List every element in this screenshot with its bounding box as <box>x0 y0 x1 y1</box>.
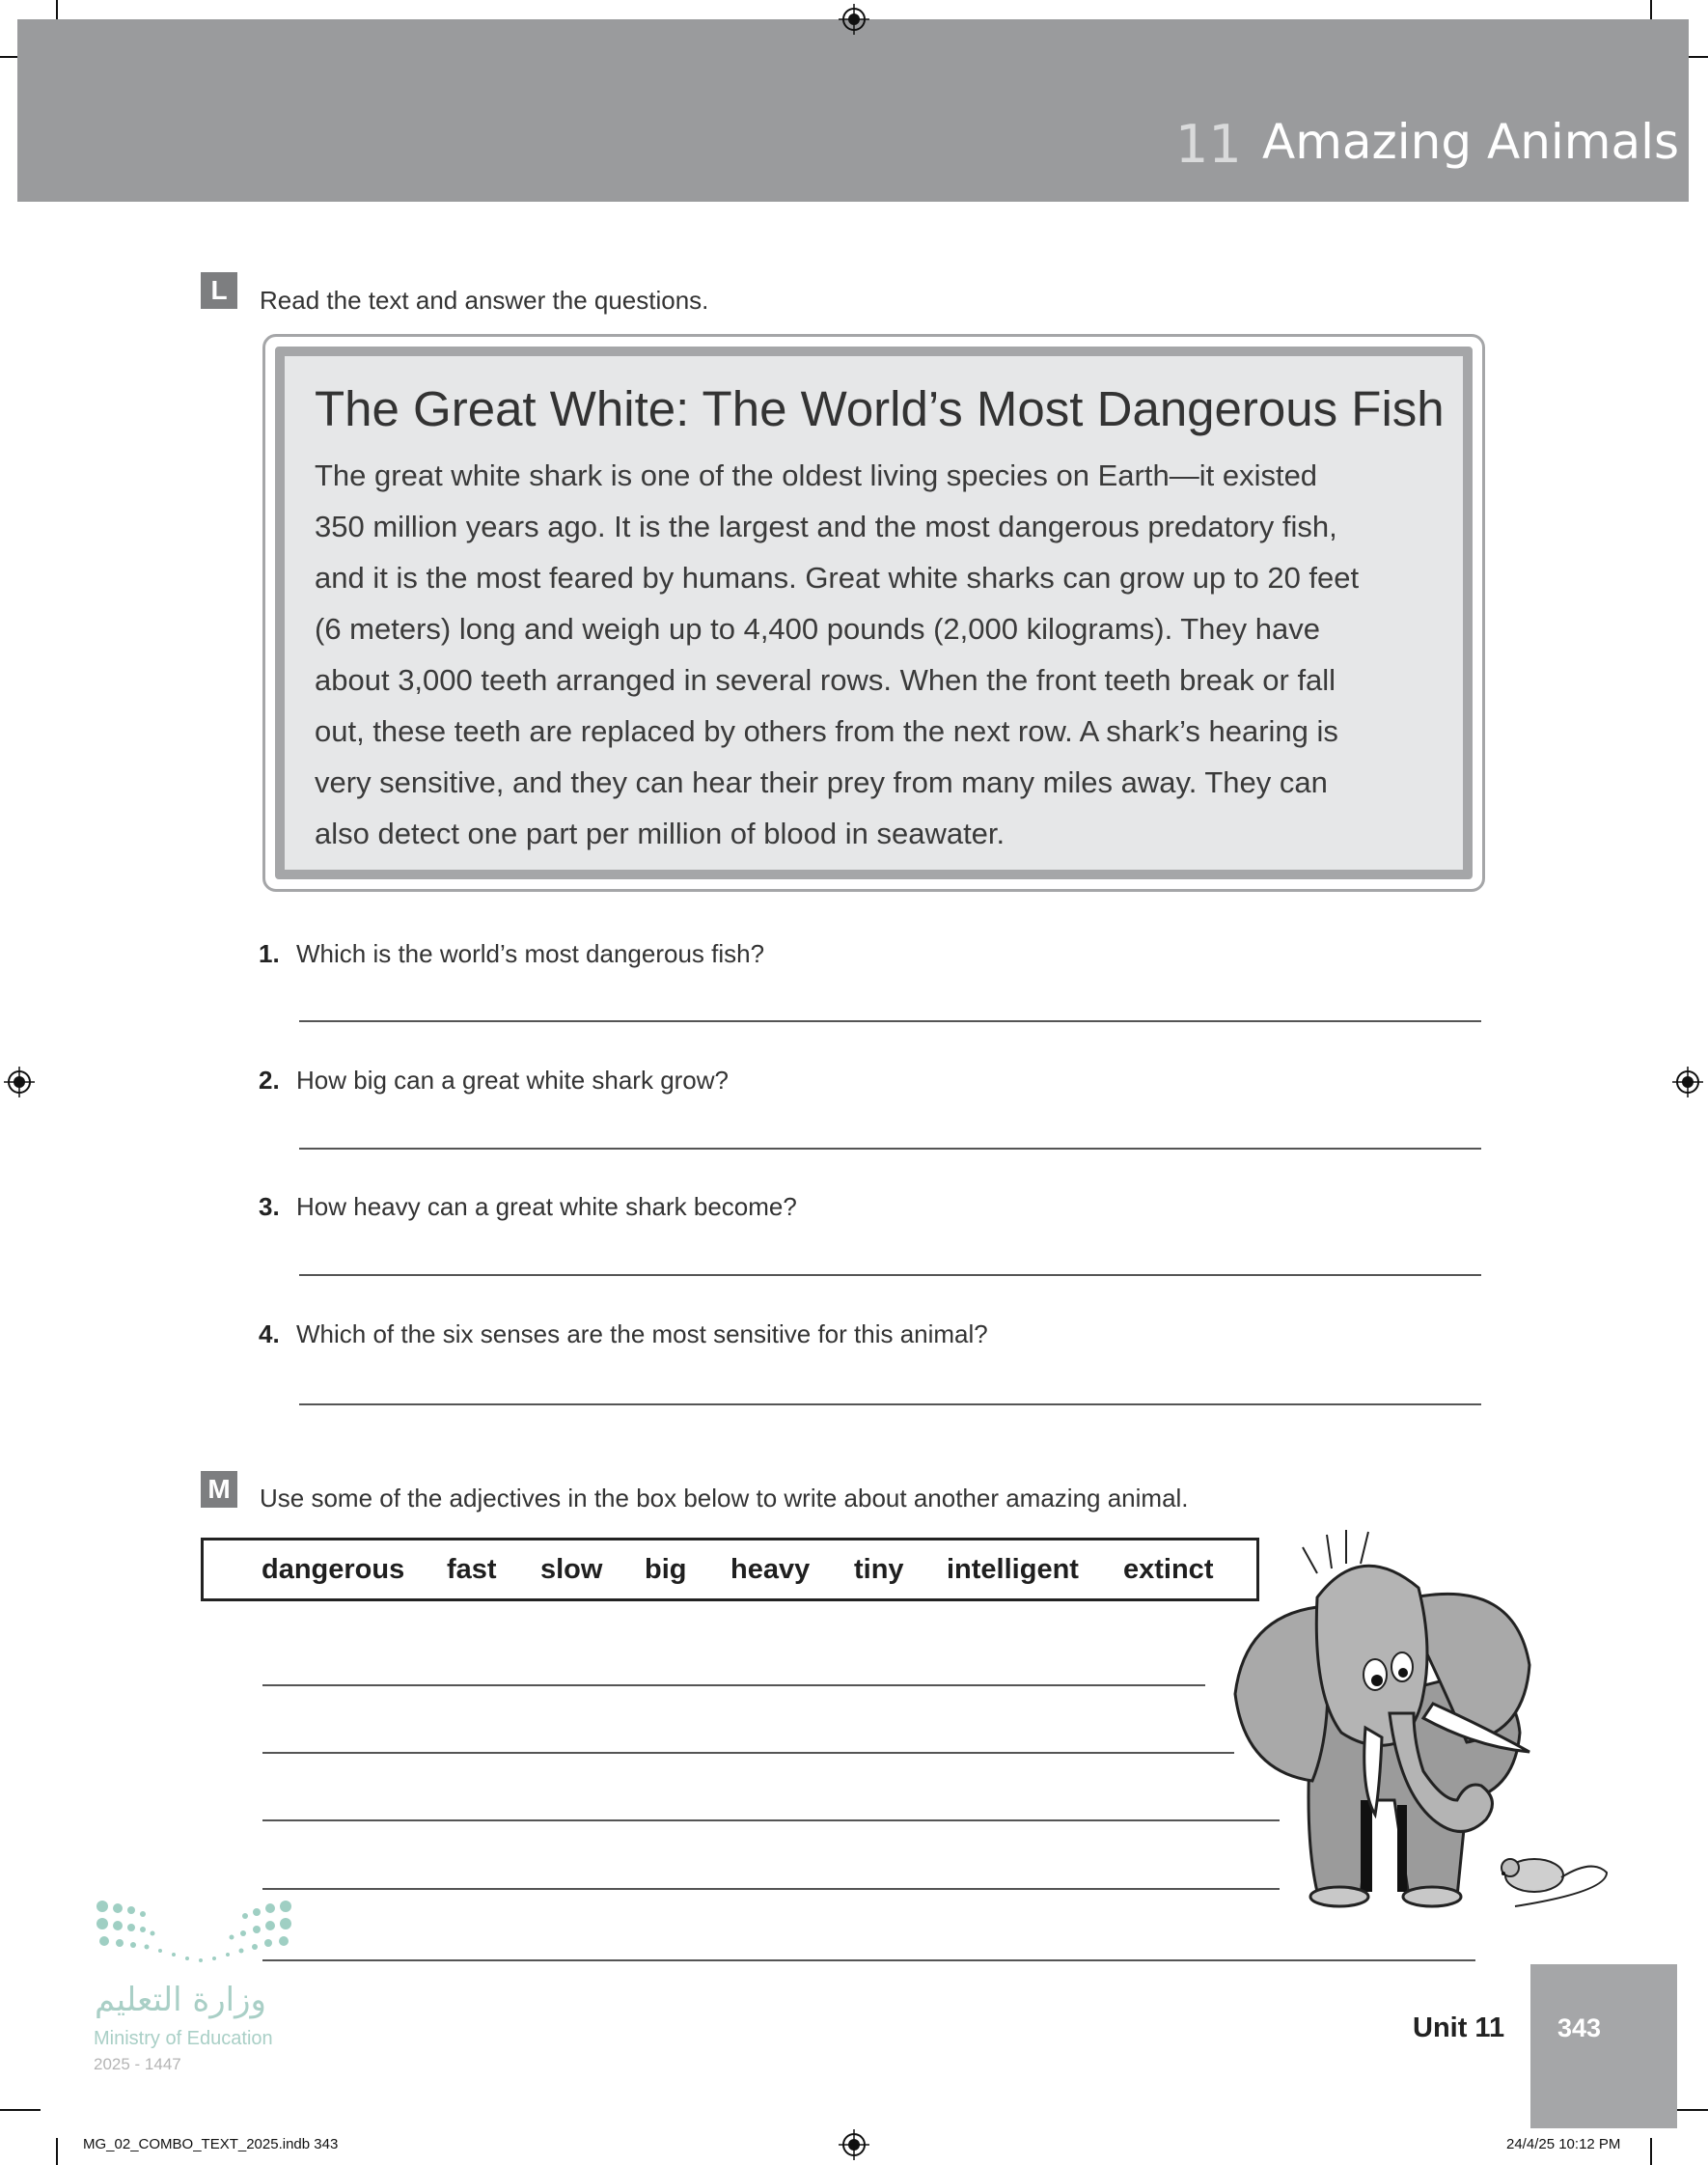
unit-banner <box>17 19 1689 202</box>
ministry-name-english: Ministry of Education <box>94 2028 273 2049</box>
passage-body <box>315 450 1434 859</box>
question-text: How big can a great white shark grow? <box>296 1066 730 1095</box>
registration-mark-icon <box>839 2129 869 2160</box>
question-text: Which is the world’s most dangerous fish? <box>296 939 765 968</box>
section-l-instruction: Read the text and answer the questions. <box>260 286 709 315</box>
question-number: 3. <box>259 1192 280 1221</box>
print-slug-date: 24/4/25 10:12 PM <box>1506 2136 1621 2152</box>
question-text: How heavy can a great white shark become? <box>296 1192 797 1221</box>
ministry-name-arabic: وزارة التعليم <box>95 1981 266 2019</box>
passage-line: also detect one part per million of blood in seawater. <box>315 817 1006 850</box>
print-slug-file: MG_02_COMBO_TEXT_2025.indb 343 <box>83 2136 339 2152</box>
question-number: 4. <box>259 1319 280 1348</box>
passage-line: The great white shark is one of the oldest living species on Earth—it existed <box>315 458 1318 492</box>
writing-line-4[interactable] <box>262 1888 1280 1890</box>
registration-mark-icon <box>839 4 869 35</box>
adjective-word: tiny <box>854 1554 904 1585</box>
writing-line-3[interactable] <box>262 1819 1280 1821</box>
adjective-word: fast <box>447 1554 497 1585</box>
answer-line-2[interactable] <box>299 1148 1481 1150</box>
writing-line-5[interactable] <box>262 1959 1475 1961</box>
passage-line: very sensitive, and they can hear their prey from many miles away. They can <box>315 765 1328 799</box>
passage-line: and it is the most feared by humans. Great white sharks can grow up to 20 feet <box>315 561 1360 595</box>
crop-mark <box>1650 2138 1652 2165</box>
passage-line: out, these teeth are replaced by others from the next row. A shark’s hearing is <box>315 714 1338 748</box>
section-letter-l: L <box>201 272 237 309</box>
question-number: 2. <box>259 1066 280 1095</box>
crop-mark <box>0 2109 41 2111</box>
section-letter-m: M <box>201 1471 237 1508</box>
registration-mark-icon <box>4 1067 35 1097</box>
adjective-word: heavy <box>730 1554 811 1585</box>
adjective-word: big <box>645 1554 687 1585</box>
elephant-and-mouse-illustration <box>1226 1511 1621 1926</box>
question-number: 1. <box>259 939 280 968</box>
adjective-word: dangerous <box>262 1554 405 1585</box>
ministry-logo-icon <box>93 1897 305 1974</box>
ministry-years: 2025 - 1447 <box>94 2055 181 2073</box>
crop-mark <box>56 2138 58 2165</box>
answer-line-4[interactable] <box>299 1403 1481 1405</box>
page-number-tab <box>1530 1964 1677 2128</box>
writing-line-2[interactable] <box>262 1752 1234 1754</box>
registration-mark-icon <box>1672 1067 1703 1097</box>
writing-line-1[interactable] <box>262 1684 1205 1686</box>
passage-line: about 3,000 teeth arranged in several rows. When the front teeth break or fall <box>315 663 1336 697</box>
passage-line: 350 million years ago. It is the largest and the most dangerous predatory fish, <box>315 510 1337 543</box>
passage-title: The Great White: The World’s Most Dangerous Fish <box>315 381 1445 436</box>
page-number: 343 <box>1557 2013 1602 2042</box>
section-m-instruction: Use some of the adjectives in the box below to write about another amazing animal. <box>260 1484 1189 1513</box>
unit-label: Unit 11 <box>1413 2012 1505 2043</box>
answer-line-3[interactable] <box>299 1274 1481 1276</box>
adjective-word: extinct <box>1123 1554 1214 1585</box>
adjective-word: slow <box>540 1554 603 1585</box>
unit-number: 11 <box>1175 114 1242 175</box>
question-text: Which of the six senses are the most sensitive for this animal? <box>296 1319 988 1348</box>
passage-line: (6 meters) long and weigh up to 4,400 pounds (2,000 kilograms). They have <box>315 612 1320 646</box>
adjective-word: intelligent <box>947 1554 1079 1585</box>
unit-title: Amazing Animals <box>1262 114 1680 170</box>
answer-line-1[interactable] <box>299 1020 1481 1022</box>
